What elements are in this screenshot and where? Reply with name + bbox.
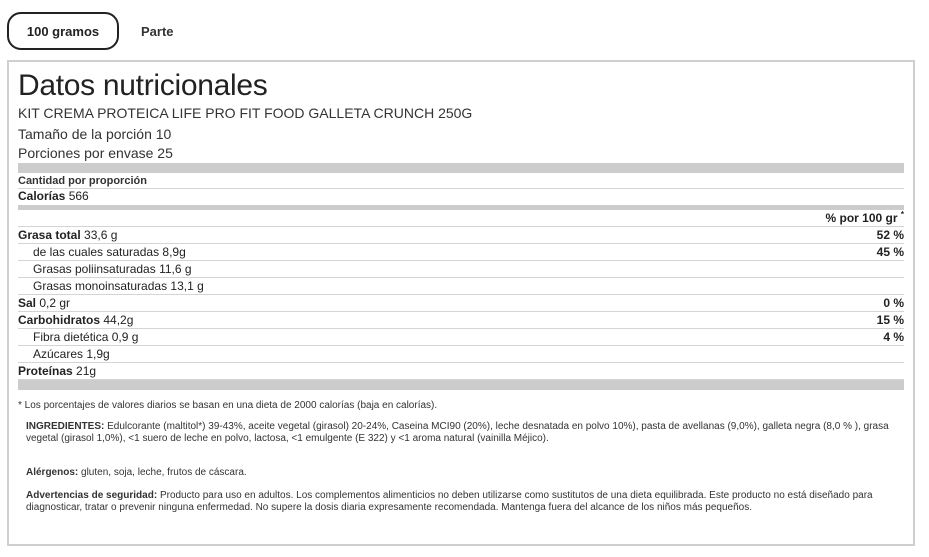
percent-header: % por 100 gr * xyxy=(825,210,904,225)
nutrient-name: Proteínas xyxy=(18,364,73,378)
allergens xyxy=(26,467,894,479)
calories-label: Calorías xyxy=(18,189,66,203)
nutrient-name: Azúcares xyxy=(33,347,84,361)
nutrient-label xyxy=(33,245,186,259)
unit-tabs xyxy=(7,12,174,50)
allergens-text: gluten, soja, leche, frutos de cáscara. xyxy=(81,467,247,478)
ingredients xyxy=(26,421,894,445)
calories-row xyxy=(18,189,89,203)
nutrient-percent: 45 % xyxy=(876,245,904,259)
nutrient-name: Grasas poliinsaturadas xyxy=(33,262,156,276)
ingredients-text: Edulcorante (maltitol*) 39-43%, aceite vegetal (girasol) 20-24%, Caseina MCI90 (20%), leche desnatada en polvo 10%), pasta de avellanas (9,0%), galleta negra (8,0 % ), grasa vegetal (girasol 1,0%), <1 suero de leche en polvo, lactosa, <1 emulgente (E 322) y <1 aroma natural (vainilla Méjico). xyxy=(26,421,889,444)
nutrient-percent: 4 % xyxy=(883,330,904,344)
nutrient-label xyxy=(33,279,204,293)
nutrient-value: 11,6 g xyxy=(159,262,192,276)
nutrient-percent: 0 % xyxy=(883,296,904,310)
nutrient-value: 8,9g xyxy=(162,245,186,259)
warnings-text: Producto para uso en adultos. Los complementos alimenticios no deben utilizarse como sustitutos de una dieta equilibrada. Este producto no está diseñado para diagnosticar, tratar o prevenir ninguna enfermedad. No supere la dosis diaria expresamente recomendada. Mantenga fuera del alcance de los niños más pequeños. xyxy=(26,490,873,513)
nutrient-row xyxy=(18,278,904,295)
nutrient-percent: 15 % xyxy=(876,313,904,327)
nutrient-label xyxy=(33,262,192,276)
nutrient-row xyxy=(18,363,904,380)
serving-size: Tamaño de la porción 10 xyxy=(18,126,172,142)
nutrient-row xyxy=(18,227,904,244)
nutrient-label xyxy=(18,296,70,310)
panel-title: Datos nutricionales xyxy=(18,69,268,102)
nutrient-label xyxy=(33,347,110,361)
allergens-label: Alérgenos: xyxy=(26,467,79,478)
nutrient-value: 0,9 g xyxy=(111,330,139,344)
nutrient-value: 1,9g xyxy=(86,347,110,361)
nutrient-percent: 52 % xyxy=(876,228,904,242)
nutrient-row xyxy=(18,346,904,363)
nutrient-name: Sal xyxy=(18,296,37,310)
nutrition-facts-panel xyxy=(7,60,915,546)
product-name: KIT CREMA PROTEICA LIFE PRO FIT FOOD GALLETA CRUNCH 250G xyxy=(18,105,473,121)
divider-medium xyxy=(18,205,904,210)
tab-100-gramos[interactable]: 100 gramos xyxy=(7,12,119,50)
percent-header-mark: * xyxy=(900,210,904,219)
nutrient-label xyxy=(18,364,96,378)
nutrient-label xyxy=(33,330,138,344)
nutrient-row xyxy=(18,295,904,312)
nutrient-row xyxy=(18,312,904,329)
nutrient-label xyxy=(18,228,117,242)
daily-value-footnote: * Los porcentajes de valores diarios se basan en una dieta de 2000 calorías (baja en calorías). xyxy=(18,400,438,411)
calories-value: 566 xyxy=(68,189,89,203)
ingredients-label: INGREDIENTES: xyxy=(26,421,105,432)
warnings-label: Advertencias de seguridad: xyxy=(26,490,158,501)
nutrient-value: 13,1 g xyxy=(170,279,204,293)
nutrient-name: Fibra dietética xyxy=(33,330,109,344)
tab-parte[interactable]: Parte xyxy=(141,23,174,39)
nutrient-label xyxy=(18,313,133,327)
nutrient-value: 21g xyxy=(76,364,97,378)
safety-warnings xyxy=(26,490,894,514)
servings-per-container: Porciones por envase 25 xyxy=(18,145,173,161)
divider-thick xyxy=(18,380,904,390)
nutrient-name: Grasas monoinsaturadas xyxy=(33,279,168,293)
nutrient-name: Carbohidratos xyxy=(18,313,101,327)
divider xyxy=(18,188,904,189)
amount-per-serving-label: Cantidad por proporción xyxy=(18,175,147,187)
nutrient-name: de las cuales saturadas xyxy=(33,245,160,259)
nutrient-row xyxy=(18,329,904,346)
nutrient-row xyxy=(18,244,904,261)
nutrient-row xyxy=(18,261,904,278)
nutrient-value: 0,2 gr xyxy=(39,296,71,310)
nutrient-name: Grasa total xyxy=(18,228,81,242)
divider-thick xyxy=(18,163,904,173)
nutrient-value: 33,6 g xyxy=(84,228,118,242)
nutrient-value: 44,2g xyxy=(103,313,134,327)
